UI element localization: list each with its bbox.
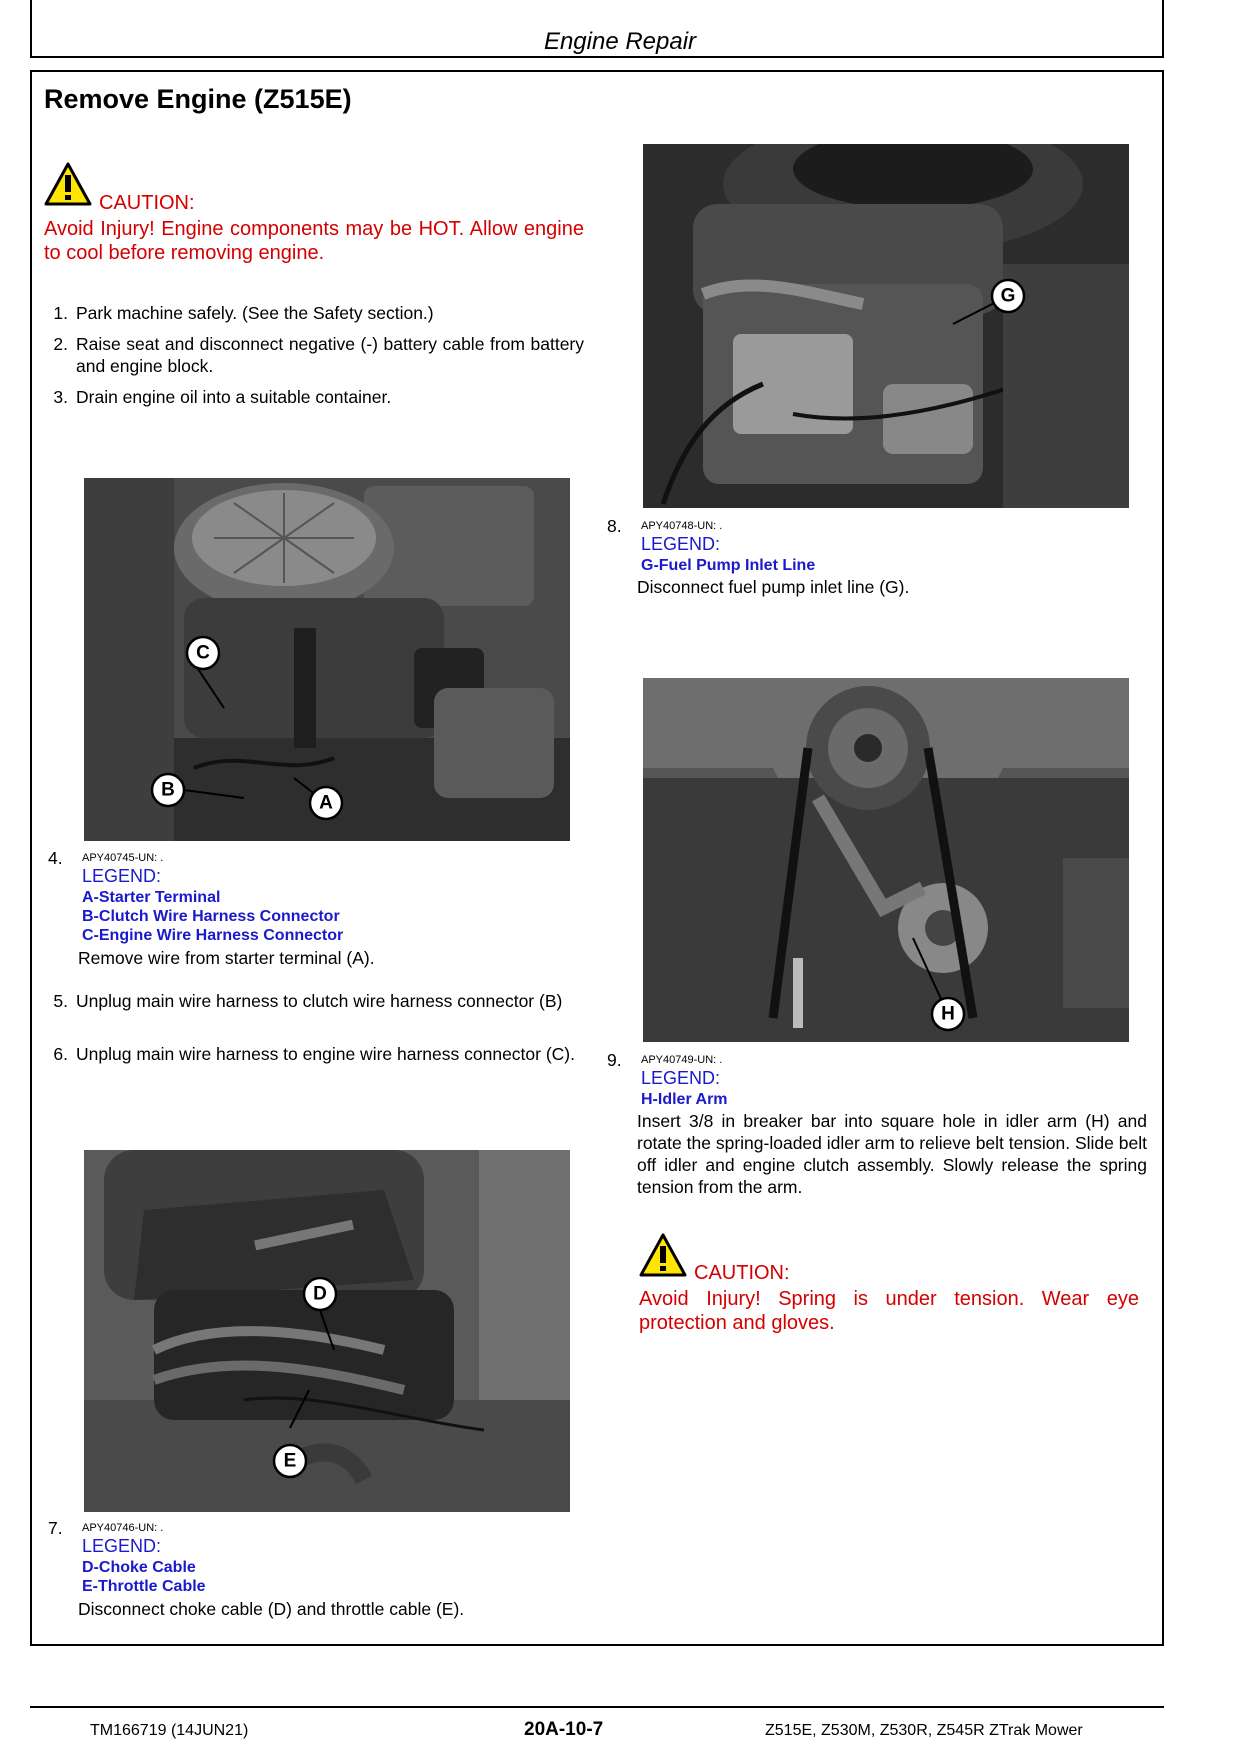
- callout-d: [304, 1278, 336, 1310]
- svg-text:C: C: [196, 642, 210, 664]
- footer-doc-id: TM166719 (14JUN21): [90, 1722, 249, 1739]
- footer-model-list: Z515E, Z530M, Z530R, Z545R ZTrak Mower: [765, 1722, 1083, 1739]
- figure-number: 7.: [48, 1518, 63, 1538]
- figure-fuel-pump-photo: [643, 144, 1129, 508]
- callout-e: [274, 1445, 306, 1477]
- step-text: Raise seat and disconnect negative (-) battery cable from battery and engine block.: [76, 334, 584, 376]
- caution-block-top: [44, 162, 584, 266]
- svg-text:A: A: [319, 792, 333, 814]
- engine-cables-illustration: [84, 1150, 570, 1512]
- step-6: [44, 1043, 584, 1087]
- legend-item: G-Fuel Pump Inlet Line: [641, 557, 816, 574]
- step-1: [44, 302, 584, 324]
- legend-title: LEGEND:: [82, 866, 162, 886]
- figure-7-caption: [48, 1518, 588, 1624]
- step-text: Park machine safely. (See the Safety section.): [76, 303, 434, 323]
- step-5: [44, 990, 584, 1034]
- warning-triangle-icon: [44, 162, 92, 206]
- callout-c: [187, 637, 219, 669]
- figure-engine-starter-photo: [84, 478, 570, 841]
- figure-description: Insert 3/8 in breaker bar into square hole in idler arm (H) and rotate the spring-loaded idler arm to relieve belt tension. Slide belt off idler and engine clutch assembly. Slowly release the spring tension from the arm.: [637, 1111, 1147, 1197]
- figure-id: APY40745-UN: .: [82, 852, 164, 864]
- svg-text:B: B: [161, 779, 175, 801]
- caution-text: Avoid Injury! Engine components may be HOT. Allow engine to cool before removing engine.: [44, 218, 584, 264]
- svg-text:D: D: [313, 1283, 327, 1305]
- step-number: 2.: [53, 334, 68, 354]
- step-text: Unplug main wire harness to clutch wire harness connector (B): [76, 991, 563, 1011]
- page-title: Remove Engine (Z515E): [44, 84, 352, 114]
- step-number: 1.: [53, 303, 68, 323]
- step-3: [44, 386, 584, 408]
- fuel-pump-illustration: [643, 144, 1129, 508]
- figure-description: Disconnect choke cable (D) and throttle cable (E).: [78, 1599, 465, 1619]
- step-number: 5.: [53, 991, 68, 1011]
- footer-page-number: 20A-10-7: [524, 1719, 604, 1740]
- callout-a: [310, 787, 342, 819]
- legend-item: H-Idler Arm: [641, 1091, 728, 1108]
- svg-text:H: H: [941, 1003, 955, 1025]
- figure-idler-arm-photo: [643, 678, 1129, 1042]
- idler-arm-illustration: [643, 678, 1129, 1042]
- step-text: Unplug main wire harness to engine wire harness connector (C).: [76, 1044, 575, 1064]
- svg-text:G: G: [1000, 285, 1016, 307]
- legend-item: C-Engine Wire Harness Connector: [82, 927, 344, 944]
- figure-number: 4.: [48, 848, 63, 868]
- legend-title: LEGEND:: [641, 534, 721, 554]
- step-number: 3.: [53, 387, 68, 407]
- engine-starter-illustration: [84, 478, 570, 841]
- section-title: Engine Repair: [543, 28, 697, 55]
- figure-number: 8.: [607, 516, 622, 536]
- legend-item: B-Clutch Wire Harness Connector: [82, 908, 340, 925]
- caution-label: CAUTION:: [99, 192, 195, 214]
- figure-id: APY40746-UN: .: [82, 1522, 164, 1534]
- callout-b: [152, 774, 184, 806]
- warning-triangle-icon: [639, 1233, 687, 1277]
- figure-id: APY40749-UN: .: [641, 1054, 723, 1066]
- legend-item: E-Throttle Cable: [82, 1578, 206, 1595]
- legend-title: LEGEND:: [82, 1536, 162, 1556]
- figure-9-caption: [607, 1050, 1147, 1200]
- footer-rule: [30, 1706, 1164, 1708]
- callout-g: [992, 280, 1024, 312]
- caution-label: CAUTION:: [694, 1262, 790, 1284]
- figure-4-caption: [48, 848, 588, 972]
- figure-8-caption: [607, 516, 1147, 600]
- caution-text: Avoid Injury! Spring is under tension. Wear eye protection and gloves.: [639, 1288, 1139, 1334]
- figure-description: Remove wire from starter terminal (A).: [78, 948, 375, 968]
- callout-h: [932, 998, 964, 1030]
- svg-text:E: E: [283, 1450, 297, 1472]
- figure-description: Disconnect fuel pump inlet line (G).: [637, 577, 910, 597]
- step-text: Drain engine oil into a suitable container.: [76, 387, 392, 407]
- figure-engine-cables-photo: [84, 1150, 570, 1512]
- figure-id: APY40748-UN: .: [641, 520, 723, 532]
- figure-number: 9.: [607, 1050, 622, 1070]
- step-number: 6.: [53, 1044, 68, 1064]
- legend-item: A-Starter Terminal: [82, 889, 221, 906]
- legend-item: D-Choke Cable: [82, 1559, 196, 1576]
- step-2: [44, 333, 584, 377]
- legend-title: LEGEND:: [641, 1068, 721, 1088]
- caution-block-bottom: [639, 1233, 1139, 1337]
